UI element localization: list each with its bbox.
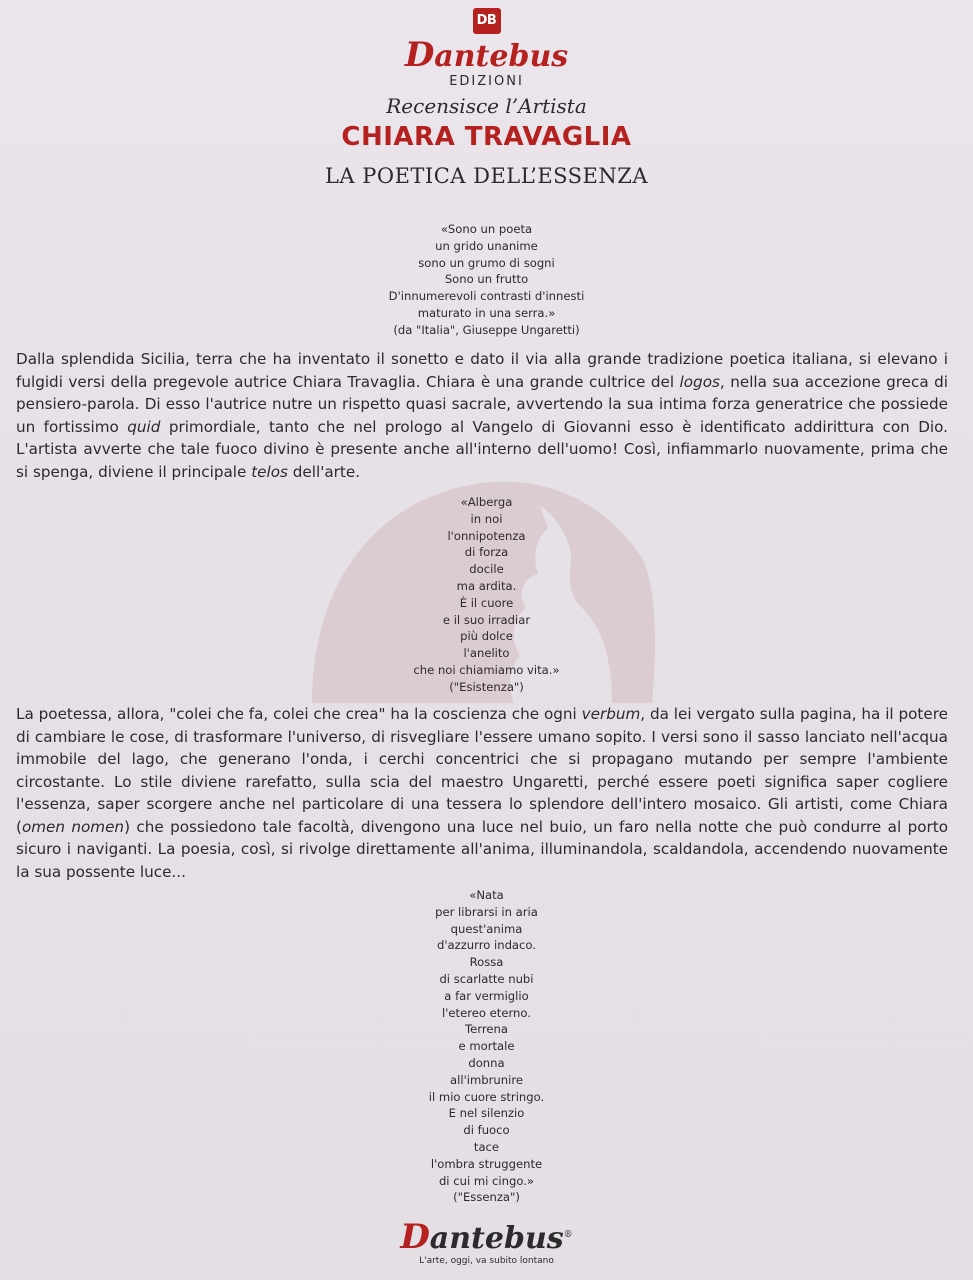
- poem-line: più dolce: [460, 629, 513, 644]
- review-subtitle: Recensisce l’Artista: [386, 94, 587, 118]
- poem-line: in noi: [470, 511, 503, 526]
- poem-line: ("Essenza"): [453, 1190, 520, 1205]
- poem-line: di cui mi cingo.»: [438, 1173, 535, 1188]
- poem-line: «Sono un poeta: [440, 222, 533, 236]
- poem-line: Rossa: [469, 955, 504, 970]
- artist-name: CHIARA TRAVAGLIA: [341, 122, 632, 152]
- poem-essenza: [0, 887, 973, 1206]
- poem-line: l'ombra struggente: [430, 1156, 543, 1171]
- poem-esistenza: [0, 494, 973, 696]
- poem-line: E nel silenzio: [448, 1106, 525, 1121]
- poem-line: maturato in una serra.»: [417, 305, 556, 320]
- paragraph-body: La poetessa, allora, "colei che fa, colei che crea" ha la coscienza che ogni verbum, da lei vergato sulla pagina, ha il potere di cambiare le cose, di trasformare l'universo, di risvegliare l'essere umano sopito. I versi sono il sasso lanciato nell'acqua immobile del lago, che generano l'onda, i cerchi concentrici che si propagano mutando per sempre l'ambiente circostante. Lo stile diviene rarefatto, sulla scia del maestro Ungaretti, perché essere poeti significa saper cogliere l'essenza, saper scorgere anche nel particolare di una tessera lo splendore dell'intero mosaico. Gli artisti, come Chiara (omen nomen) che possiedono tale facoltà, divengono una luce nel buio, un faro nella notte che può condurre al porto sicuro i naviganti. La poesia, così, si rivolge direttamente all'anima, illuminandola, scaldandola, accendendo nuovamente la sua possente luce...: [16, 705, 948, 881]
- poem-line: ma ardita.: [456, 578, 517, 593]
- poem-line: Terrena: [465, 1022, 508, 1037]
- footer: [0, 1218, 973, 1266]
- db-badge-logo: DB: [473, 8, 501, 34]
- poem-line: il mio cuore stringo.: [428, 1089, 545, 1104]
- poem-line: quest'anima: [450, 921, 523, 936]
- poem-line: e il suo irradiar: [442, 612, 531, 627]
- poem-line: ("Esistenza"): [449, 679, 524, 694]
- poem-line: È il cuore: [459, 595, 514, 610]
- article-title: LA POETICA DELL’ESSENZA: [324, 164, 649, 188]
- footer-logo: Dantebus®: [400, 1217, 573, 1257]
- poem-line: sono un grumo di sogni: [418, 255, 555, 270]
- footer-tagline: L'arte, oggi, va subito lontano: [419, 1256, 554, 1266]
- poem-line: per librarsi in aria: [435, 904, 538, 919]
- poem-line: e mortale: [458, 1039, 515, 1054]
- poem-line: docile: [469, 562, 504, 577]
- poem-line: tace: [473, 1139, 500, 1154]
- poem-line: Sono un frutto: [444, 272, 529, 287]
- poem-line: d'azzurro indaco.: [436, 938, 536, 953]
- poem-line: «Alberga: [460, 495, 513, 509]
- poem-line: D'innumerevoli contrasti d'innesti: [388, 289, 585, 304]
- poem-line: «Nata: [469, 888, 504, 902]
- poem-ungaretti: [0, 221, 973, 339]
- poem-line: l'onnipotenza: [447, 528, 526, 543]
- poem-line: l'etereo eterno.: [442, 1005, 531, 1020]
- edizioni-label: EDIZIONI: [449, 74, 524, 89]
- poem-line: che noi chiamiamo vita.»: [413, 662, 560, 677]
- poem-line: all'imbrunire: [450, 1072, 523, 1087]
- poem-line: un grido unanime: [435, 238, 538, 253]
- header: [0, 8, 973, 188]
- poem-line: l'anelito: [463, 646, 510, 661]
- paragraph-intro: Dalla splendida Sicilia, terra che ha inventato il sonetto e dato il via alla grande tradizione poetica italiana, si elevano i fulgidi versi della pregevole autrice Chiara Travaglia. Chiara è una grande cultrice del logos, nella sua accezione greca di pensiero-parola. Di esso l'autrice nutre un rispetto quasi sacrale, avvertendo la sua intima forza generatrice che possiede un fortissimo quid primordiale, tanto che nel prologo al Vangelo di Giovanni esso è identificato addirittura con Dio. L'artista avverte che tale fuoco divino è presente anche all'interno dell'uomo! Così, infiammarlo nuovamente, prima che si spenga, diviene il principale telos dell'arte.: [16, 350, 949, 481]
- poem-line: a far vermiglio: [444, 988, 529, 1003]
- poem-line: di forza: [464, 545, 509, 560]
- poem-line: (da "Italia", Giuseppe Ungaretti): [393, 322, 580, 337]
- publisher-logo: Dantebus: [404, 35, 569, 75]
- poem-line: di scarlatte nubi: [439, 971, 534, 986]
- poem-line: di fuoco: [463, 1123, 510, 1138]
- poem-line: donna: [468, 1055, 505, 1070]
